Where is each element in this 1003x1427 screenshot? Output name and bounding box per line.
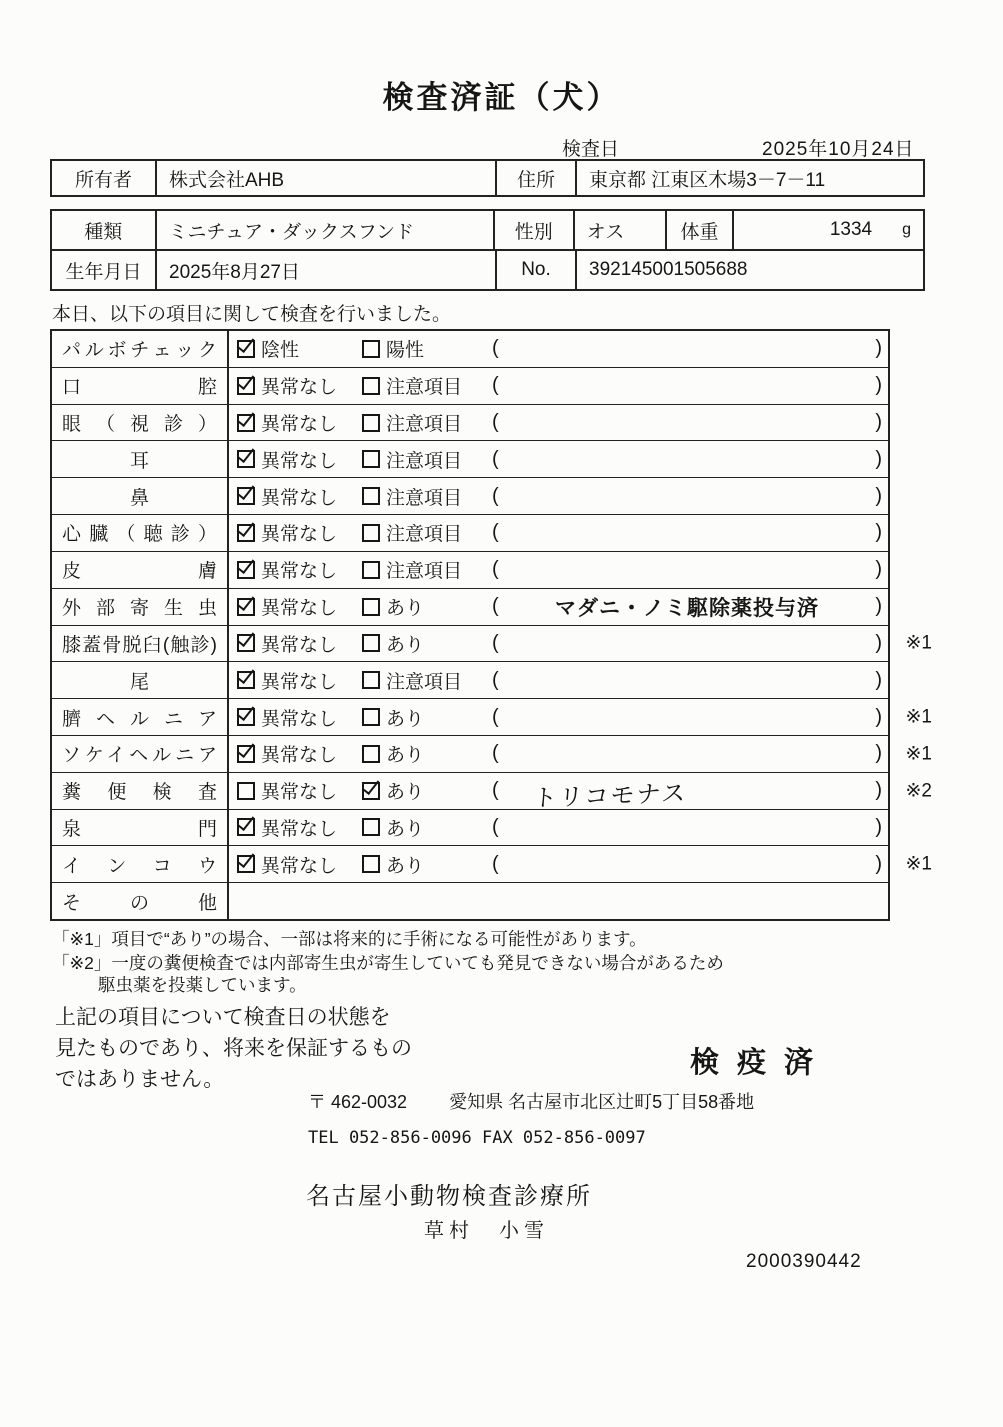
owner-value: 株式会社AHB bbox=[157, 161, 497, 195]
option-label: 異常なし bbox=[261, 671, 338, 693]
remarks-field bbox=[492, 853, 888, 876]
inspection-row bbox=[52, 846, 932, 883]
option-group bbox=[362, 446, 492, 473]
checkbox-unchecked-icon bbox=[237, 782, 255, 800]
remark-text: マダニ・ノミ駆除薬投与済 bbox=[555, 596, 819, 620]
paren-open: ( bbox=[492, 852, 499, 875]
paren-open: ( bbox=[492, 815, 499, 838]
row-label: 鼻 bbox=[129, 487, 149, 509]
paren-close: ) bbox=[875, 521, 882, 544]
row-label: 外部寄生虫 bbox=[62, 598, 217, 620]
paren-close: ) bbox=[875, 779, 882, 802]
paren-open: ( bbox=[492, 668, 499, 691]
option-group bbox=[229, 777, 362, 804]
option-label: 異常なし bbox=[261, 524, 338, 546]
checkbox-checked-icon bbox=[237, 487, 255, 505]
checkbox-unchecked-icon bbox=[362, 671, 380, 689]
inspection-row bbox=[52, 368, 888, 405]
paren-close: ) bbox=[875, 852, 882, 875]
row-label: 膝蓋骨脱臼(触診) bbox=[62, 634, 217, 656]
clinic-name: 名古屋小動物検査診療所 bbox=[306, 1183, 592, 1210]
option-label: あり bbox=[386, 818, 425, 840]
option-label: 注意項目 bbox=[386, 450, 463, 472]
birth-label: 生年月日 bbox=[52, 251, 157, 289]
inspection-row bbox=[52, 773, 932, 813]
footnote-mark: ※1 bbox=[905, 743, 932, 765]
paren-close: ) bbox=[875, 595, 882, 618]
row-label: 眼（視診） bbox=[62, 414, 217, 436]
paren-close: ) bbox=[875, 484, 882, 507]
checkbox-unchecked-icon bbox=[362, 634, 380, 652]
option-label: あり bbox=[386, 855, 425, 877]
footnote-mark: ※2 bbox=[905, 780, 932, 802]
checkbox-unchecked-icon bbox=[362, 340, 380, 358]
remarks-field bbox=[492, 773, 888, 813]
inspection-date-value: 2025年10月24日 bbox=[762, 139, 915, 160]
handwritten-note: トリコモナス bbox=[531, 780, 688, 813]
birth-value: 2025年8月27日 bbox=[157, 251, 497, 289]
option-group bbox=[229, 446, 362, 473]
disclaimer-line-1: 上記の項目について検査日の状態を bbox=[55, 1006, 391, 1029]
page-title: 検査済証（犬） bbox=[382, 80, 621, 115]
checkbox-unchecked-icon bbox=[362, 414, 380, 432]
postal-code: 〒 462-0032 bbox=[308, 1092, 408, 1112]
option-label: 異常なし bbox=[261, 782, 338, 804]
option-label: 注意項目 bbox=[386, 671, 463, 693]
clinic-address: 愛知県 名古屋市北区辻町5丁目58番地 bbox=[449, 1092, 755, 1112]
checkbox-unchecked-icon bbox=[362, 450, 380, 468]
option-group bbox=[362, 335, 492, 362]
option-group bbox=[362, 667, 492, 694]
pet-table bbox=[50, 209, 925, 291]
pet-row-1 bbox=[52, 211, 923, 251]
inspection-row bbox=[52, 478, 888, 515]
serial-number: 2000390442 bbox=[746, 1251, 862, 1272]
footnote-2: 「※2」一度の糞便検査では内部寄生虫が寄生していても発見できない場合があるため bbox=[52, 953, 724, 973]
option-group bbox=[362, 777, 492, 804]
paren-open: ( bbox=[492, 558, 499, 581]
checkbox-checked-icon bbox=[237, 524, 255, 542]
paren-open: ( bbox=[492, 337, 499, 360]
checkbox-checked-icon bbox=[237, 377, 255, 395]
inspection-row bbox=[52, 626, 932, 663]
option-group bbox=[229, 851, 362, 878]
checkbox-checked-icon bbox=[237, 414, 255, 432]
checkbox-unchecked-icon bbox=[362, 561, 380, 579]
remarks-field bbox=[492, 485, 888, 508]
inspection-row bbox=[52, 736, 932, 773]
paren-open: ( bbox=[492, 705, 499, 728]
option-group bbox=[229, 335, 362, 362]
remarks-field bbox=[492, 558, 888, 581]
weight-unit: g bbox=[902, 221, 911, 238]
option-group bbox=[362, 556, 492, 583]
option-group bbox=[229, 667, 362, 694]
paren-open: ( bbox=[492, 742, 499, 765]
row-label: パルボチェック bbox=[62, 340, 217, 362]
checkbox-unchecked-icon bbox=[362, 745, 380, 763]
checkbox-unchecked-icon bbox=[362, 487, 380, 505]
remarks-field bbox=[492, 742, 888, 765]
row-label: 臍ヘルニア bbox=[62, 708, 217, 730]
row-label: 口腔 bbox=[62, 377, 217, 399]
option-label: 注意項目 bbox=[386, 487, 463, 509]
owner-label: 所有者 bbox=[52, 161, 157, 195]
row-label: 尾 bbox=[129, 671, 149, 693]
paren-open: ( bbox=[492, 595, 499, 618]
option-label: あり bbox=[386, 708, 425, 730]
clinic-address-line bbox=[308, 1088, 754, 1114]
option-group bbox=[229, 483, 362, 510]
remarks-field bbox=[492, 337, 888, 360]
option-label: 異常なし bbox=[261, 487, 338, 509]
option-group bbox=[229, 519, 362, 546]
paren-close: ) bbox=[875, 668, 882, 691]
remarks-field bbox=[492, 411, 888, 434]
inspection-row bbox=[52, 515, 888, 552]
option-label: あり bbox=[386, 745, 425, 767]
row-label: インコウ bbox=[62, 855, 217, 877]
footnote-1: 「※1」項目で“あり”の場合、一部は将来的に手術になる可能性があります。 bbox=[52, 929, 647, 949]
option-label: 陽性 bbox=[386, 340, 425, 362]
option-group bbox=[229, 740, 362, 767]
remarks-field bbox=[492, 706, 888, 729]
paren-close: ) bbox=[875, 705, 882, 728]
option-label: 注意項目 bbox=[386, 414, 463, 436]
option-group bbox=[362, 409, 492, 436]
paren-open: ( bbox=[492, 631, 499, 654]
remarks-field bbox=[492, 669, 888, 692]
row-label: その他 bbox=[62, 892, 217, 914]
option-label: 注意項目 bbox=[386, 524, 463, 546]
footnote-mark: ※1 bbox=[905, 632, 932, 654]
checkbox-checked-icon bbox=[237, 708, 255, 726]
option-label: あり bbox=[386, 634, 425, 656]
disclaimer-line-2: 見たものであり、将来を保証するもの bbox=[55, 1037, 412, 1060]
paren-close: ) bbox=[875, 447, 882, 470]
inspection-row bbox=[52, 552, 888, 589]
option-group bbox=[229, 814, 362, 841]
paren-close: ) bbox=[875, 815, 882, 838]
option-label: 異常なし bbox=[261, 745, 338, 767]
checkbox-unchecked-icon bbox=[362, 708, 380, 726]
option-label: あり bbox=[386, 598, 425, 620]
option-label: 注意項目 bbox=[386, 377, 463, 399]
option-group bbox=[362, 372, 492, 399]
checkbox-checked-icon bbox=[237, 340, 255, 358]
option-label: あり bbox=[386, 782, 425, 804]
breed-label: 種類 bbox=[52, 211, 157, 249]
option-label: 異常なし bbox=[261, 708, 338, 730]
owner-table bbox=[50, 159, 925, 197]
inspection-row bbox=[52, 441, 888, 478]
paren-close: ) bbox=[875, 558, 882, 581]
inspection-row bbox=[52, 883, 888, 919]
paren-close: ) bbox=[875, 631, 882, 654]
paren-open: ( bbox=[492, 447, 499, 470]
remarks-field bbox=[492, 632, 888, 655]
row-label: ソケイヘルニア bbox=[62, 745, 217, 767]
option-group bbox=[362, 519, 492, 546]
footnote-2-continued: 駆虫薬を投薬しています。 bbox=[98, 975, 307, 995]
inspection-row bbox=[52, 662, 888, 699]
option-label: 異常なし bbox=[261, 377, 338, 399]
checkbox-unchecked-icon bbox=[362, 524, 380, 542]
address-value: 東京都 江東区木場3－7－11 bbox=[589, 169, 826, 191]
checkbox-checked-icon bbox=[237, 450, 255, 468]
inspection-row bbox=[52, 589, 888, 626]
remarks-field bbox=[492, 592, 888, 622]
option-label: 異常なし bbox=[261, 634, 338, 656]
tel-fax-line: TEL 052-856-0096 FAX 052-856-0097 bbox=[308, 1128, 646, 1148]
footnote-mark: ※1 bbox=[905, 853, 932, 875]
paren-close: ) bbox=[875, 337, 882, 360]
paren-open: ( bbox=[492, 411, 499, 434]
veterinarian-name: 草村 小雪 bbox=[424, 1220, 549, 1242]
option-group bbox=[229, 409, 362, 436]
sex-label: 性別 bbox=[495, 211, 575, 249]
paren-open: ( bbox=[492, 779, 499, 802]
weight-cell bbox=[734, 211, 923, 249]
option-group bbox=[229, 704, 362, 731]
option-group bbox=[229, 556, 362, 583]
checkbox-checked-icon bbox=[237, 671, 255, 689]
option-group bbox=[362, 740, 492, 767]
row-label: 耳 bbox=[129, 450, 149, 472]
option-label: 異常なし bbox=[261, 414, 338, 436]
intro-text: 本日、以下の項目に関して検査を行いました。 bbox=[52, 304, 452, 325]
paren-open: ( bbox=[492, 521, 499, 544]
option-group bbox=[229, 372, 362, 399]
paren-close: ) bbox=[875, 742, 882, 765]
inspection-row bbox=[52, 405, 888, 442]
option-group bbox=[362, 814, 492, 841]
disclaimer bbox=[55, 1002, 412, 1095]
remarks-field bbox=[492, 816, 888, 839]
paren-open: ( bbox=[492, 374, 499, 397]
option-label: 異常なし bbox=[261, 561, 338, 583]
option-label: 陰性 bbox=[261, 340, 300, 362]
remarks-field bbox=[492, 448, 888, 471]
option-label: 注意項目 bbox=[386, 561, 463, 583]
checkbox-unchecked-icon bbox=[362, 818, 380, 836]
address-label: 住所 bbox=[497, 161, 577, 195]
row-label: 糞便検査 bbox=[62, 782, 217, 804]
checkbox-checked-icon bbox=[362, 782, 380, 800]
option-group bbox=[229, 593, 362, 620]
option-label: 異常なし bbox=[261, 598, 338, 620]
inspection-table bbox=[50, 329, 932, 921]
paren-close: ) bbox=[875, 411, 882, 434]
option-label: 異常なし bbox=[261, 818, 338, 840]
option-group bbox=[362, 483, 492, 510]
disclaimer-line-3: ではありません。 bbox=[55, 1068, 225, 1091]
checkbox-unchecked-icon bbox=[362, 377, 380, 395]
checkbox-checked-icon bbox=[237, 745, 255, 763]
weight-label: 体重 bbox=[667, 211, 734, 249]
no-value: 392145001505688 bbox=[589, 259, 748, 280]
inspection-row bbox=[52, 810, 888, 847]
option-group bbox=[229, 630, 362, 657]
breed-value: ミニチュア・ダックスフンド bbox=[157, 211, 495, 249]
option-label: 異常なし bbox=[261, 450, 338, 472]
inspection-row bbox=[52, 331, 888, 368]
checkbox-unchecked-icon bbox=[362, 855, 380, 873]
pet-row-2 bbox=[52, 251, 923, 289]
footnote-mark: ※1 bbox=[905, 706, 932, 728]
checkbox-checked-icon bbox=[237, 855, 255, 873]
option-label: 異常なし bbox=[261, 855, 338, 877]
remarks-field bbox=[492, 521, 888, 544]
paren-open: ( bbox=[492, 484, 499, 507]
row-label: 心臓（聴診） bbox=[62, 524, 217, 546]
checkbox-checked-icon bbox=[237, 561, 255, 579]
no-label: No. bbox=[497, 251, 577, 289]
option-group bbox=[362, 593, 492, 620]
inspection-date-label: 検査日 bbox=[562, 139, 620, 160]
checkbox-checked-icon bbox=[237, 634, 255, 652]
row-label: 泉門 bbox=[62, 818, 217, 840]
sex-value: オス bbox=[575, 211, 668, 249]
row-label: 皮膚 bbox=[62, 561, 217, 583]
checkbox-checked-icon bbox=[237, 598, 255, 616]
remarks-field bbox=[492, 374, 888, 397]
option-group bbox=[362, 851, 492, 878]
option-group bbox=[362, 630, 492, 657]
quarantine-stamp: 検疫済 bbox=[690, 1047, 832, 1079]
checkbox-checked-icon bbox=[237, 818, 255, 836]
weight-value: 1334 bbox=[829, 219, 873, 240]
inspection-row bbox=[52, 699, 932, 736]
checkbox-unchecked-icon bbox=[362, 598, 380, 616]
paren-close: ) bbox=[875, 374, 882, 397]
option-group bbox=[362, 704, 492, 731]
